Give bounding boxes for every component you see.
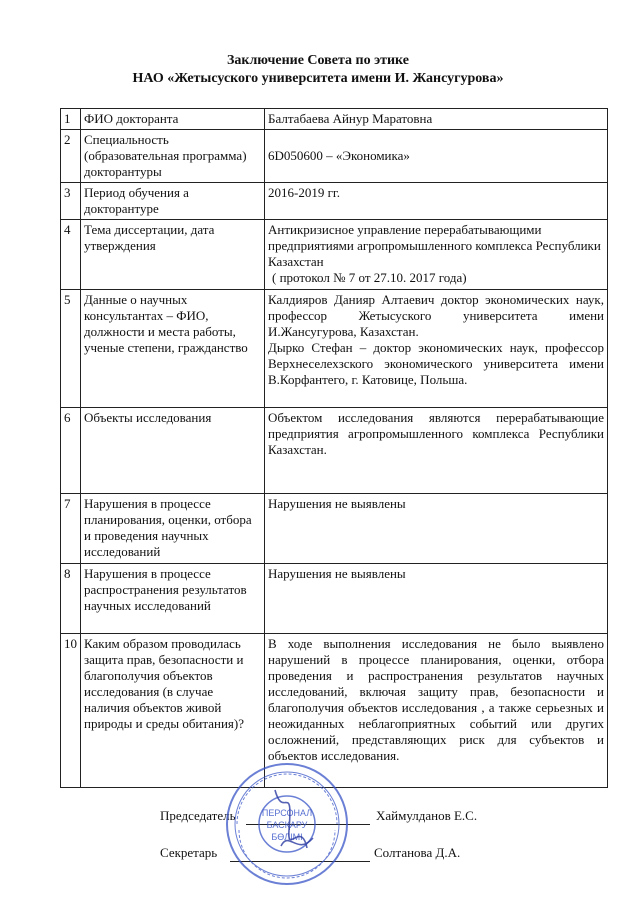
row-number: 1 xyxy=(61,109,81,130)
round-stamp xyxy=(223,760,351,888)
row-value-text: ( протокол № 7 от 27.10. 2017 года) xyxy=(272,270,467,285)
row-number: 2 xyxy=(61,130,81,183)
row-label: Данные о научных консультантах – ФИО, должности и места работы, ученые степени, гражданство xyxy=(81,290,265,408)
row-label: Тема диссертации, дата утверждения xyxy=(81,220,265,290)
row-label: Период обучения а докторантуре xyxy=(81,183,265,220)
row-number: 6 xyxy=(61,408,81,494)
row-number: 3 xyxy=(61,183,81,220)
stamp-text-2: БАСҚАРУ xyxy=(266,820,308,830)
row-number: 8 xyxy=(61,564,81,634)
row-label: Каким образом проводилась защита прав, безопасности и благополучия объектов исследования (в случае наличия объектов живой природы и среды обитания)? xyxy=(81,634,265,788)
row-label: ФИО докторанта xyxy=(81,109,265,130)
row-number: 7 xyxy=(61,494,81,564)
row-value-text: В ходе выполнения исследования не было выявлено нарушений в процессе планирования, оценки, отбора проведения и распространения результатов научных исследований, включая защиту прав, безопасности и благополучия объектов исследования , а также серьезных и неожиданных неблагоприятных событий или других осложнений, представляющих риск для субъектов и объектов исследования. xyxy=(268,636,604,763)
row-value-text: Балтабаева Айнур Маратовна xyxy=(268,111,433,126)
row-number: 4 xyxy=(61,220,81,290)
row-label: Специальность (образовательная программа) докторантуры xyxy=(81,130,265,183)
title-line-2: НАО «Жетысуского университета имени И. Жансугурова» xyxy=(132,71,504,86)
row-value-text: 6D050600 – «Экономика» xyxy=(268,148,410,163)
row-value-text: Нарушения не выявлены xyxy=(268,496,406,511)
row-value-text: Антикризисное управление перерабатывающими предприятиями агропромышленного комплекса Республики Казахстан xyxy=(268,222,601,269)
row-value-text: 2016-2019 гг. xyxy=(268,185,341,200)
row-number: 10 xyxy=(61,634,81,788)
chairman-name: Хаймулданов Е.С. xyxy=(376,808,478,823)
secretary-name: Солтанова Д.А. xyxy=(374,845,461,860)
chairman-role: Председатель xyxy=(160,808,236,823)
row-number: 5 xyxy=(61,290,81,408)
row-label: Нарушения в процессе распространения результатов научных исследований xyxy=(81,564,265,634)
stamp-text-3: БӨЛІМІ xyxy=(271,832,303,842)
row-value-text: Дырко Стефан – доктор экономических наук, профессор Верхнеселехзского экономического университета имени В.Корфантего, г. Катовице, Польша. xyxy=(268,340,604,387)
row-value-text: Объектом исследования являются перерабатывающие предприятия агропромышленного комплекса Республики Казахстан. xyxy=(268,410,604,457)
title-line-1: Заключение Совета по этике xyxy=(226,53,409,68)
stamp-text-1: ПЕРСОНАЛ xyxy=(261,808,313,818)
row-label: Объекты исследования xyxy=(81,408,265,494)
secretary-role: Секретарь xyxy=(160,845,218,860)
row-label: Нарушения в процессе планирования, оценки, отбора и проведения научных исследований xyxy=(81,494,265,564)
row-value-text: Калдияров Данияр Алтаевич доктор экономических наук, профессор Жетысуского университета имени И.Жансугурова, Казахстан. xyxy=(268,292,604,339)
row-value-text: Нарушения не выявлены xyxy=(268,566,406,581)
